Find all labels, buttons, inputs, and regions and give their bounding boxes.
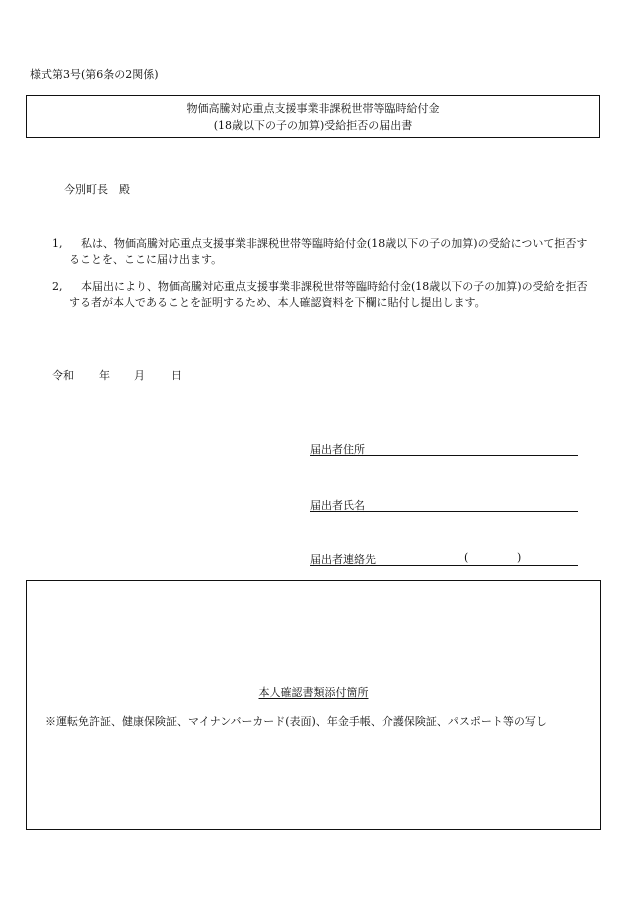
applicant-contact-field[interactable] [310,551,578,566]
item-text: 本届出により、物価高騰対応重点支援事業非課税世帯等臨時給付金(18歳以下の子の加算)の受給を拒否する者が本人であることを証明するため、本人確認資料を下欄に貼付し提出します。 [69,280,588,309]
applicant-contact-label: 届出者連絡先 [310,553,376,566]
area-code-close-paren: ) [517,551,522,564]
date-day: 日 [171,369,182,382]
id-attachment-note: ※運転免許証、健康保険証、マイナンバーカード(表面)、年金手帳、介護保険証、パスポート等の写し [45,715,547,728]
applicant-name-label: 届出者氏名 [310,499,365,512]
addressee: 今別町長 殿 [64,183,130,196]
applicant-address-field[interactable] [310,441,578,456]
applicant-address-label: 届出者住所 [310,443,365,456]
document-title-line1: 物価高騰対応重点支援事業非課税世帯等臨時給付金 [186,101,440,115]
applicant-name-field[interactable] [310,497,578,512]
id-document-attachment-box [26,580,601,830]
item-number: 2, [52,280,63,293]
item-number: 1, [52,237,63,250]
date-month: 月 [134,369,145,382]
date-era: 令和 [52,369,74,382]
id-attachment-heading-text: 本人確認書類添付箇所 [258,686,369,699]
declaration-item-1 [52,236,592,268]
id-attachment-heading [27,684,600,700]
form-number: 様式第3号(第6条の2関係) [30,68,159,81]
declaration-item-2 [52,279,592,311]
document-title-line2: (18歳以下の子の加算)受給拒否の届出書 [213,118,413,132]
date-row [52,367,182,383]
date-year: 年 [99,369,110,382]
item-text: 私は、物価高騰対応重点支援事業非課税世帯等臨時給付金(18歳以下の子の加算)の受給について拒否することを、ここに届け出ます。 [69,237,588,266]
document-title-box [26,95,600,138]
area-code-open-paren: ( [464,551,469,564]
